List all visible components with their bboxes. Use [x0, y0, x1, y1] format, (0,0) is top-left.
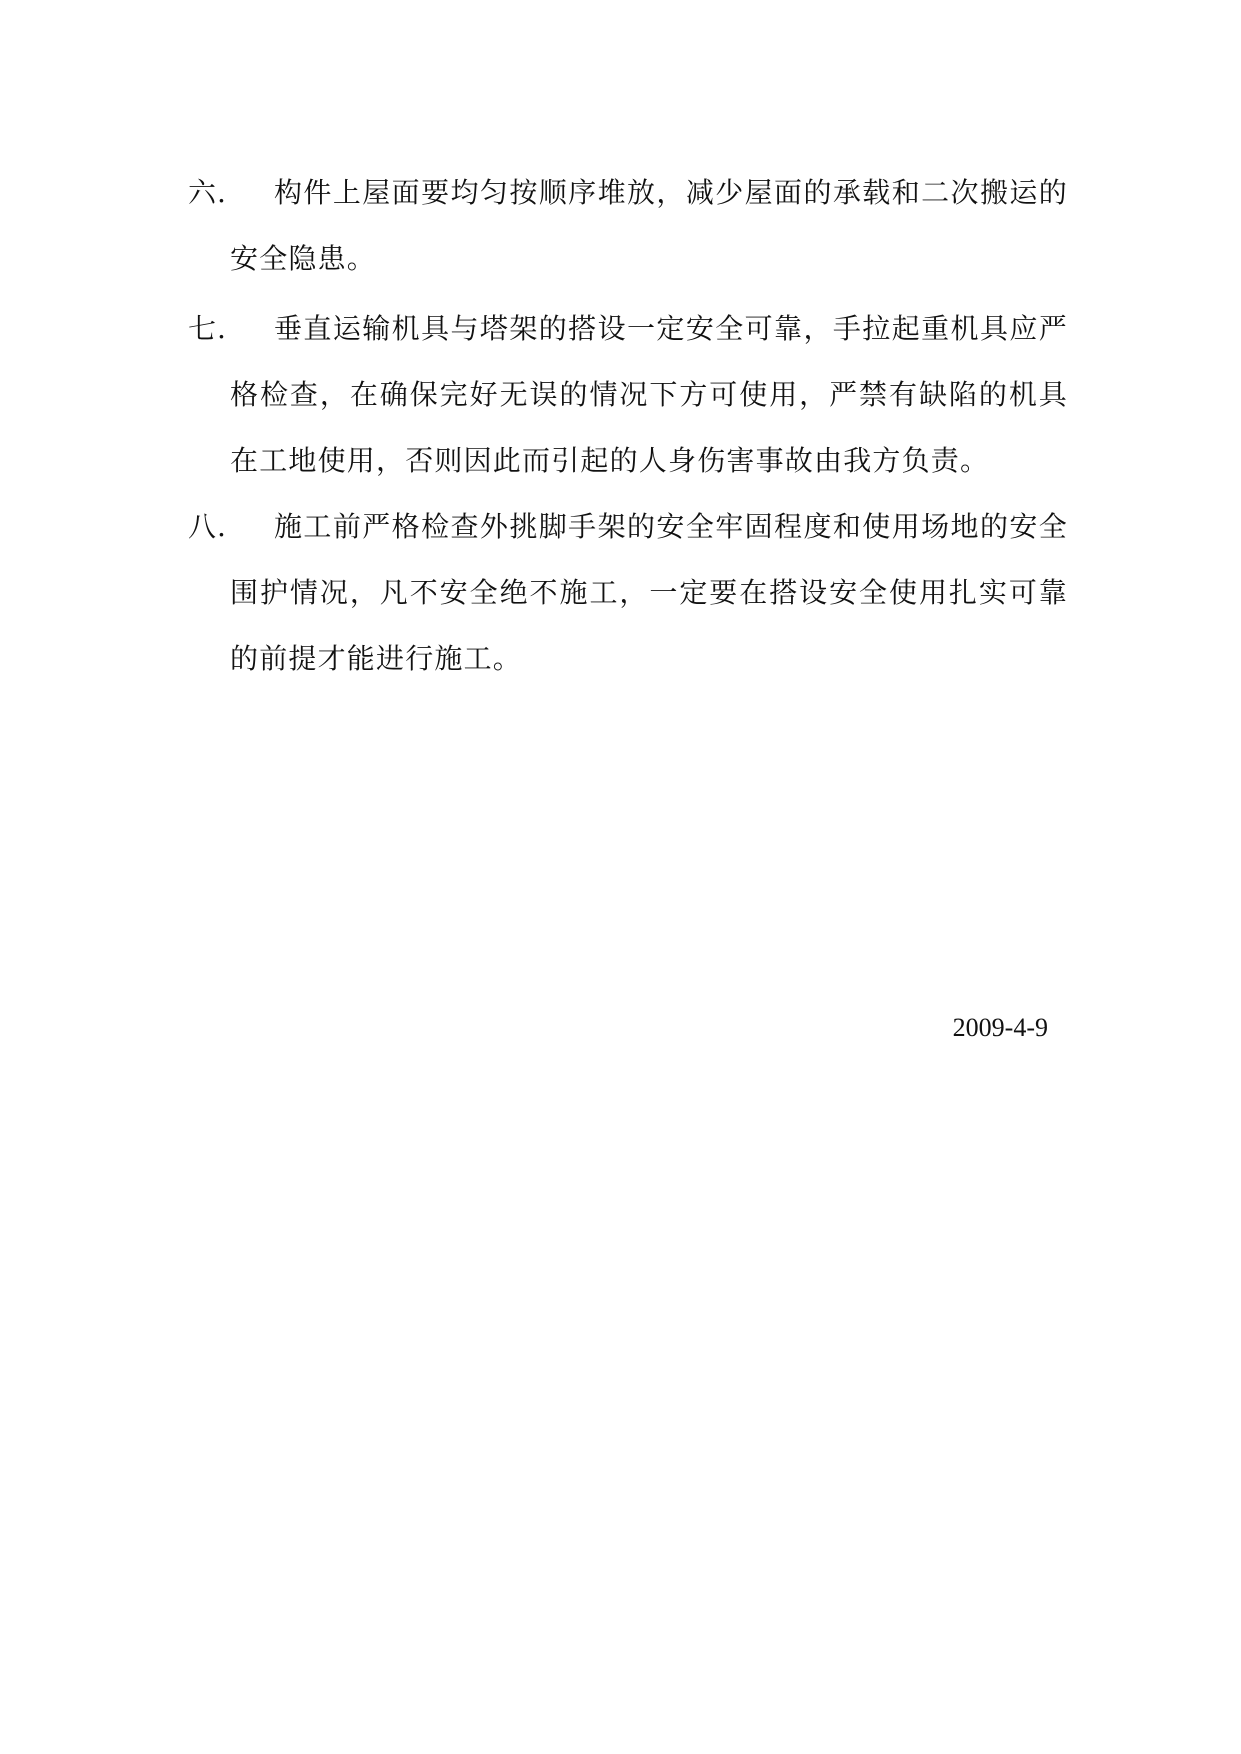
list-item [188, 160, 1068, 292]
item-number: 七. [188, 312, 227, 345]
document-date: 2009-4-9 [952, 1013, 1048, 1042]
list-item [188, 494, 1068, 692]
list-item [188, 296, 1068, 494]
item-text: 垂直运输机具与塔架的搭设一定安全可靠，手拉起重机具应严格检查，在确保完好无误的情况下方可使用，严禁有缺陷的机具在工地使用，否则因此而引起的人身伤害事故由我方负责。 [230, 312, 1068, 477]
item-text: 构件上屋面要均匀按顺序堆放，减少屋面的承载和二次搬运的安全隐患。 [230, 176, 1068, 275]
item-text: 施工前严格检查外挑脚手架的安全牢固程度和使用场地的安全围护情况，凡不安全绝不施工，一定要在搭设安全使用扎实可靠的前提才能进行施工。 [230, 510, 1068, 675]
item-number: 八. [188, 510, 227, 543]
item-number: 六. [188, 176, 227, 209]
